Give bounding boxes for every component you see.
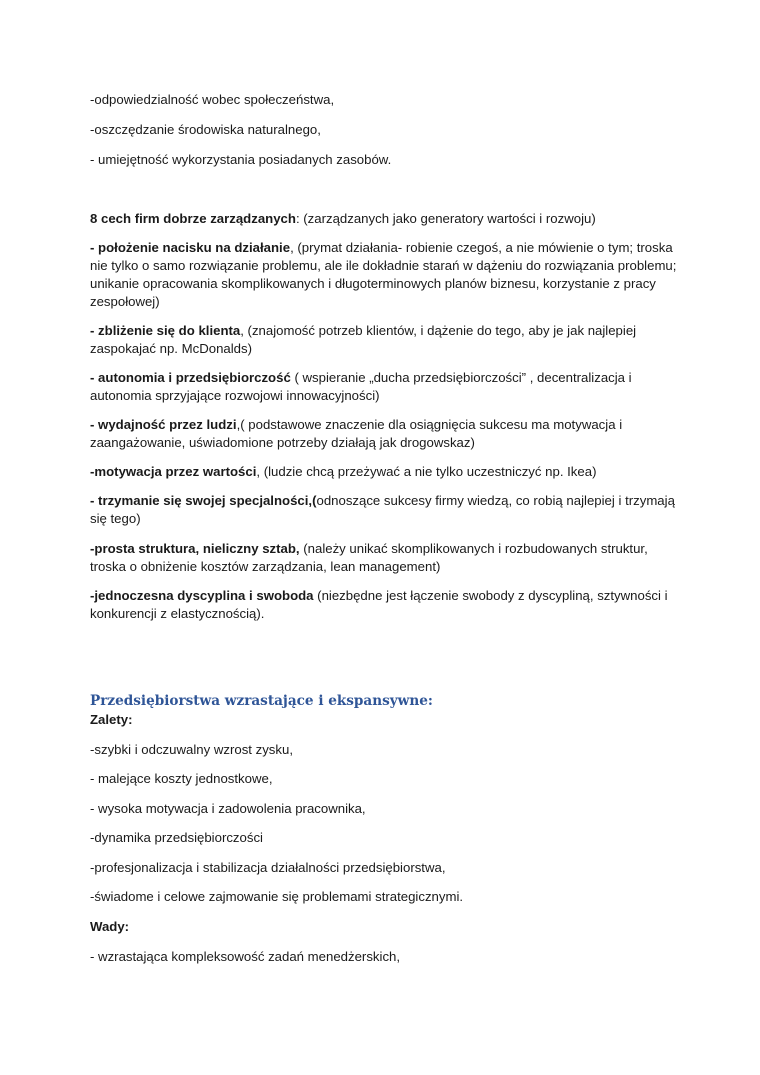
feature-item-bold: -motywacja przez wartości <box>90 464 257 479</box>
feature-item <box>90 239 680 311</box>
features-title-bold: 8 cech firm dobrze zarządzanych <box>90 211 296 226</box>
feature-item-text: odnoszące sukcesy firmy wiedzą, co robią najlepiej i trzymają się tego) <box>90 493 675 526</box>
intro-item: -oszczędzanie środowiska naturalnego, <box>90 122 321 137</box>
feature-item-bold: - trzymanie się swojej specjalności,( <box>90 493 317 508</box>
feature-item-text: ,( podstawowe znaczenie dla osiągnięcia sukcesu ma motywacja i zaangażowanie, uświadomione potrzeby działają jak drogowskaz) <box>90 417 623 450</box>
pros-item: - malejące koszty jednostkowe, <box>90 771 273 786</box>
intro-item: -odpowiedzialność wobec społeczeństwa, <box>90 92 335 107</box>
features-title-rest: : (zarządzanych jako generatory wartości i rozwoju) <box>295 211 596 226</box>
feature-item-text: , (znajomość potrzeb klientów, i dążenie do tego, aby je jak najlepiej zaspokajać np. McDonalds) <box>90 323 637 356</box>
intro-item: - umiejętność wykorzystania posiadanych zasobów. <box>90 152 392 167</box>
feature-item <box>90 587 680 623</box>
pros-label: Zalety: <box>90 712 133 727</box>
feature-item-bold: - wydajność przez ludzi <box>90 417 237 432</box>
feature-item-text: (niezbędne jest łączenie swobody z dyscypliną, sztywności i konkurencji z elastycznością). <box>90 588 668 621</box>
section-heading: Przedsiębiorstwa wzrastające i ekspansywne: <box>90 693 433 709</box>
cons-label: Wady: <box>90 919 130 934</box>
feature-item <box>90 369 680 405</box>
pros-item: -dynamika przedsiębiorczości <box>90 830 263 845</box>
feature-item <box>90 540 680 576</box>
feature-item-bold: - autonomia i przedsiębiorczość <box>90 370 291 385</box>
feature-item-bold: - położenie nacisku na działanie <box>90 240 291 255</box>
feature-item <box>90 463 680 481</box>
feature-item-bold: -jednoczesna dyscyplina i swoboda <box>90 588 314 603</box>
pros-item: -profesjonalizacja i stabilizacja działalności przedsiębiorstwa, <box>90 860 446 875</box>
feature-item-text: (należy unikać skomplikowanych i rozbudowanych struktur, troska o obniżenie kosztów zarządzania, lean management) <box>90 541 648 574</box>
feature-item-text: , (ludzie chcą przeżywać a nie tylko uczestniczyć np. Ikea) <box>256 464 597 479</box>
feature-item-bold: -prosta struktura, nieliczny sztab, <box>90 541 300 556</box>
pros-item: -świadome i celowe zajmowanie się problemami strategicznymi. <box>90 889 464 904</box>
feature-item-bold: - zbliżenie się do klienta <box>90 323 241 338</box>
feature-item <box>90 492 680 528</box>
cons-item: - wzrastająca kompleksowość zadań menedżerskich, <box>90 949 401 964</box>
feature-item <box>90 322 680 358</box>
pros-item: - wysoka motywacja i zadowolenia pracownika, <box>90 801 366 816</box>
feature-item-text: , (prymat działania- robienie czegoś, a nie mówienie o tym; troska nie tylko o samo rozwiązanie problemu, ale ile dokładnie starań w dążeniu do rozwiązania problemu; unikanie opracowania skomplikowanych i długoterminowych planów biznesu, korzystanie z pracy zespołowej) <box>90 240 677 309</box>
features-title <box>90 210 680 228</box>
feature-item <box>90 416 680 452</box>
pros-item: -szybki i odczuwalny wzrost zysku, <box>90 742 293 757</box>
feature-item-text: ( wspieranie „ducha przedsiębiorczości” , decentralizacja i autonomia sprzyjające rozwojowi innowacyjności) <box>90 370 632 403</box>
